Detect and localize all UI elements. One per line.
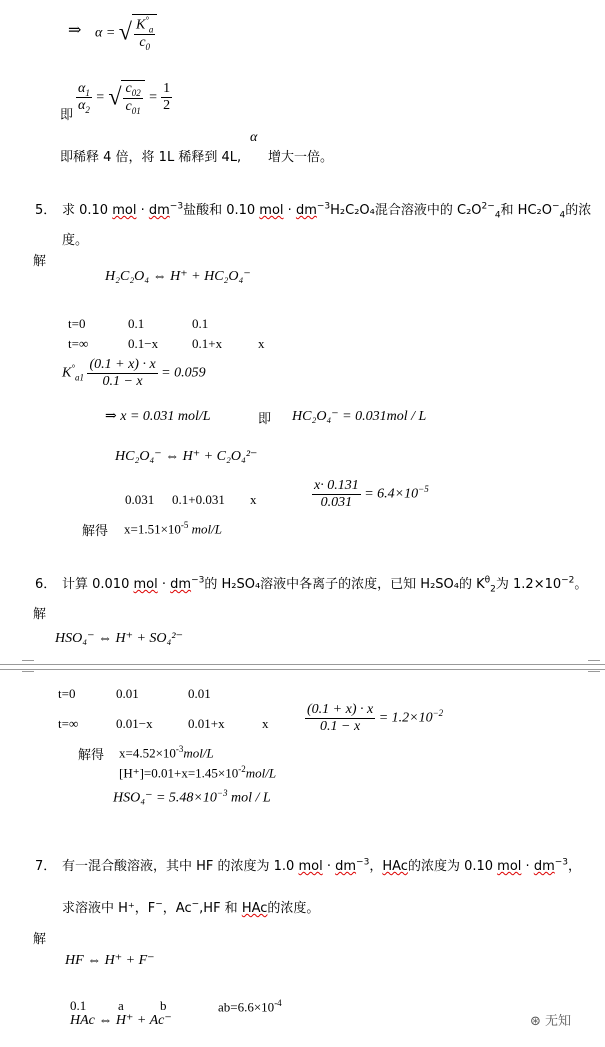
- q5-number: 5．: [35, 203, 57, 218]
- q6-row-t0-label: t=0: [58, 686, 76, 701]
- q7-text-line2: 求溶液中 H⁺，F−，Ac−,HF 和 HAc的浓度。: [62, 899, 320, 916]
- q5-x-result: ⇒ x = 0.031 mol/L: [105, 409, 211, 424]
- watermark: [530, 1010, 571, 1029]
- implies-arrow: ⇒: [68, 22, 82, 39]
- alpha-ratio-formula: $\frac{\alpha_1}{\alpha_2}$ = √ $\frac{c_{02}}{c_{01}}$ = $\frac{1}{2}$: [78, 80, 171, 116]
- q6-row-tinf-v1: 0.01−x: [116, 716, 153, 731]
- q7-text-line1: 有一混合酸溶液，其中 HF 的浓度为 1.0 mol · $dm^{-3}$，HAc的浓度为 0.10 mol · $dm^{-3}$，: [62, 857, 582, 874]
- q5-row-t0-v1: 0.1: [128, 316, 145, 331]
- q5-second-dissociation-fraction: $\frac{x\cdot 0.131}{0.031}$ = $6.4\times 10^{-5}$: [314, 478, 429, 510]
- q6-result-hso4: $HSO_4^- = 5.48\times 10^{-3}$ mol / L: [113, 788, 271, 806]
- page-break-cap-left: [22, 660, 34, 672]
- q5-ka1-formula: $K^\circ_{a1}$ $\frac{(0.1 + x) \cdot x}{0.1 - x}$ = 0.059: [62, 357, 206, 389]
- q6-row-t0-v2: 0.01: [188, 686, 211, 701]
- q7-equation-2: HAc ⇔ H⁺ + Ac⁻: [70, 1013, 172, 1028]
- q5-row-tinf-v1: 0.1−x: [128, 336, 159, 351]
- q5-solution-label: 解: [33, 254, 47, 269]
- q6-number: 6．: [35, 577, 57, 592]
- q6-text: 计算 0.010 mol · $dm^{-3}$的 H₂SO₄溶液中各离子的浓度，已知 H₂SO₄的 $K^\theta_2$为 $1.2\times 10^{-2}$。: [62, 575, 588, 595]
- page-break-divider: [0, 664, 605, 670]
- q7-equation-1: HF ⇔ H⁺ + F⁻: [65, 953, 155, 968]
- q5-ji-label: 即: [258, 412, 272, 427]
- q7-number: 7．: [35, 859, 57, 874]
- dilution-alpha: α: [250, 130, 258, 145]
- q6-equilibrium-fraction: $\frac{(0.1 + x) \cdot x}{0.1 - x}$ = $1.2\times 10^{-2}$: [307, 702, 444, 734]
- q6-row-tinf-v3: x: [262, 716, 269, 731]
- q7-row-v1: 0.1: [70, 998, 87, 1013]
- q5-hc2o4-result: HC₂O₄⁻ = 0.031mol / L: [292, 409, 427, 424]
- q5-row-t0-label: t=0: [68, 316, 86, 331]
- q6-row-tinf-label: t=∞: [58, 716, 79, 731]
- q5-solved-label: 解得: [82, 524, 109, 539]
- q7-row-ab: $ab=6.6\times 10^{-4}$: [218, 998, 282, 1015]
- q5-equation-2: HC₂O₄⁻ ⇔ H⁺ + C₂O₄²⁻: [115, 449, 258, 464]
- watermark-logo-icon: ⊛: [530, 1014, 541, 1029]
- dilution-statement-end: 增大一倍。: [268, 150, 334, 165]
- q5-row-t0-v2: 0.1: [192, 316, 209, 331]
- q5-text-line2: 度。: [62, 233, 89, 248]
- q5-text-line1: 求 0.10 mol · $dm^{-3}$盐酸和 0.10 mol · $dm^{-3}H_2C_2O_4$混合溶液中的 $C_2O^{2-}_4$和 $HC_2O^-_4$的浓: [62, 201, 592, 221]
- page-break-cap-right: [588, 660, 600, 672]
- alpha-formula: α = √ $\frac{K^\circ_a}{c_0}$: [95, 14, 157, 52]
- q6-solved-label: 解得: [78, 748, 105, 763]
- q5-row-tinf-v3: x: [258, 336, 265, 351]
- q5-row-tinf-v2: 0.1+x: [192, 336, 223, 351]
- q5-x2-result: $x=1.51\times 10^{-5}$ mol/L: [124, 520, 223, 537]
- ji-label: 即: [60, 108, 74, 123]
- q7-row-v2: a: [118, 998, 124, 1013]
- q5-row2-v3: x: [250, 492, 257, 507]
- q5-row-tinf-label: t=∞: [68, 336, 89, 351]
- q6-result-h: $[H^+]=0.01+x=1.45\times 10^{-2}mol/L$: [119, 764, 277, 781]
- q5-equation-1: H₂C₂O₄ ⇔ H⁺ + HC₂O₄⁻: [105, 269, 251, 284]
- watermark-text: 无知: [545, 1014, 572, 1029]
- q6-solution-label: 解: [33, 607, 47, 622]
- q6-equation-1: HSO₄⁻ ⇔ H⁺ + SO₄²⁻: [55, 631, 183, 646]
- dilution-statement: 即稀释 4 倍，将 1L 稀释到 4L,: [60, 150, 242, 165]
- q6-row-t0-v1: 0.01: [116, 686, 139, 701]
- q7-solution-label: 解: [33, 932, 47, 947]
- q5-row2-v2: 0.1+0.031: [172, 492, 225, 507]
- q6-result-x: $x=4.52\times 10^{-3}mol/L$: [119, 744, 214, 761]
- q5-row2-v1: 0.031: [125, 492, 155, 507]
- q6-row-tinf-v2: 0.01+x: [188, 716, 225, 731]
- q7-row-v3: b: [160, 998, 167, 1013]
